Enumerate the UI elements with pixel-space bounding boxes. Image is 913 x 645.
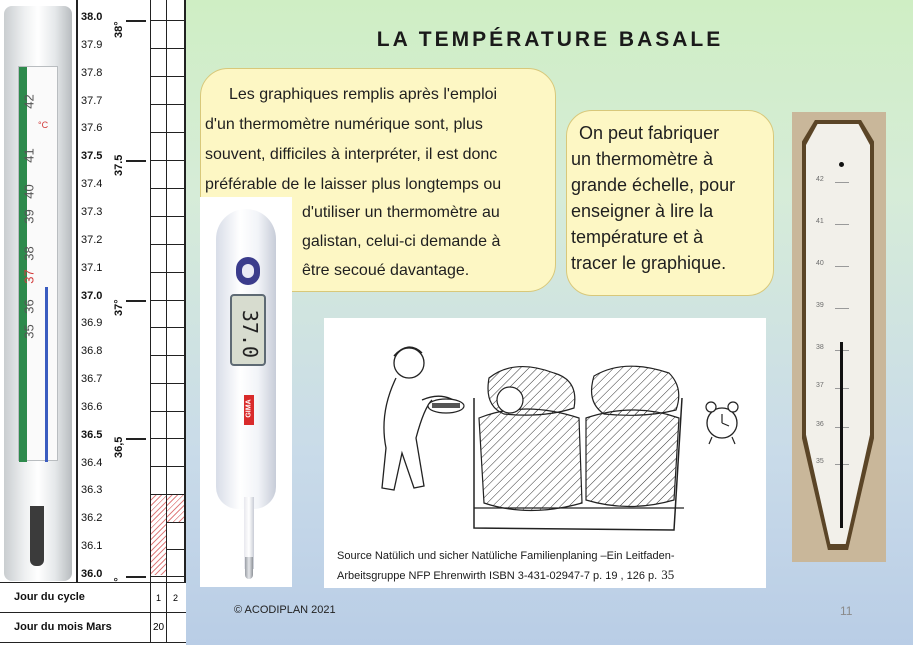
degree-label: 37° <box>113 299 125 316</box>
text-line: préférable de le laisser plus longtemps ou <box>205 176 502 193</box>
major-tick <box>126 438 146 440</box>
hatched-cell <box>167 495 184 522</box>
text-line: d'un thermomètre numérique sont, plus <box>205 116 483 133</box>
grid-line <box>150 466 184 467</box>
tick-label: 36.5 <box>81 429 103 441</box>
thermometer-number: 35 <box>21 324 37 339</box>
temperature-chart <box>0 0 186 645</box>
wooden-thermometer-photo <box>792 112 886 562</box>
month-day-label: Jour du mois Mars <box>14 621 112 633</box>
text-line: enseigner à lire la <box>571 201 714 221</box>
grid-line <box>150 20 184 21</box>
grid-line <box>150 355 184 356</box>
grid-line <box>150 48 184 49</box>
grid-line <box>150 104 184 105</box>
text-line: être secoué davantage. <box>302 262 470 279</box>
grid-line <box>150 327 184 328</box>
wood-scale-number: 39 <box>816 302 824 309</box>
grid-line <box>150 188 184 189</box>
major-tick <box>126 300 146 302</box>
text-line: grande échelle, pour <box>571 175 736 195</box>
thermometer-number: 37 <box>21 269 37 284</box>
wood-tick <box>835 224 849 225</box>
wood-scale-number: 41 <box>816 218 824 225</box>
tick-label: 36.1 <box>81 540 103 552</box>
thermometer-probe-tip <box>245 557 253 579</box>
tick-label: 36.0 <box>81 568 103 580</box>
degree-label: 37.5 <box>113 154 125 176</box>
cycle-day-cell[interactable]: 2 <box>166 583 184 613</box>
wood-tick <box>835 266 849 267</box>
tick-label: 37.9 <box>81 39 103 51</box>
hatched-cell <box>151 495 166 575</box>
digital-thermometer-photo <box>200 197 292 587</box>
grid-line <box>150 160 184 161</box>
text-line: tracer le graphique. <box>571 253 727 273</box>
digital-thermometer-body <box>216 209 276 509</box>
wood-scale-number: 35 <box>816 458 824 465</box>
thermometer-number: 42 <box>21 94 37 109</box>
thermometer-mercury-column <box>45 287 48 462</box>
glass-thermometer-photo <box>4 6 72 581</box>
thermometer-number: 38 <box>21 246 37 261</box>
wood-scale-number: 37 <box>816 382 824 389</box>
wood-scale-number: 40 <box>816 260 824 267</box>
source-page-ref: 35 <box>661 567 675 582</box>
text-line: un thermomètre à <box>571 149 714 169</box>
tick-label: 36.3 <box>81 484 103 496</box>
tick-label: 36.9 <box>81 317 103 329</box>
source-citation: Source Natülich und sicher Natüliche Familienplaning –Ein Leitfaden- <box>337 550 675 562</box>
thermometer-bulb <box>30 506 44 566</box>
thermometer-top-dot <box>839 162 844 167</box>
wood-tick <box>835 182 849 183</box>
source-citation: Arbeitsgruppe NFP Ehrenwirth ISBN 3-431-02947-7 p. 19 , 126 p. 35 <box>337 567 675 582</box>
cartoon-illustration <box>324 318 766 588</box>
tick-label: 36.6 <box>81 401 103 413</box>
wood-scale-number: 38 <box>816 344 824 351</box>
thermometer-display <box>230 294 266 366</box>
tick-label: 37.4 <box>81 178 103 190</box>
copyright-text: © ACODIPLAN 2021 <box>234 604 336 616</box>
major-tick <box>126 576 146 578</box>
page-number: 11 <box>840 604 853 618</box>
grid-line <box>150 244 184 245</box>
day-table <box>0 582 186 645</box>
info-text-box-right <box>566 110 774 296</box>
cartoon-drawing <box>324 318 766 543</box>
text-line: galistan, celui-ci demande à <box>302 233 501 250</box>
major-tick <box>126 160 146 162</box>
cycle-day-label: Jour du cycle <box>14 591 85 603</box>
tick-label: 36.7 <box>81 373 103 385</box>
month-day-row <box>0 613 186 643</box>
cycle-day-row <box>0 583 186 613</box>
thermometer-number: 41 <box>21 148 37 163</box>
month-day-cell[interactable]: 20 <box>150 613 166 643</box>
power-button-icon <box>236 257 260 285</box>
degree-label: 38° <box>113 21 125 38</box>
text-line: d'utiliser un thermomètre au <box>302 204 500 221</box>
tick-label: 37.2 <box>81 234 103 246</box>
major-tick <box>126 20 146 22</box>
grid-line <box>150 438 184 439</box>
wooden-thermometer-column <box>840 342 843 528</box>
wood-scale-number: 42 <box>816 176 824 183</box>
tick-label: 37.7 <box>81 95 103 107</box>
brand-label: GIMA <box>244 395 254 425</box>
wood-tick <box>835 308 849 309</box>
cycle-day-cell[interactable]: 1 <box>150 583 166 613</box>
tick-label: 37.6 <box>81 122 103 134</box>
grid-line <box>150 411 184 412</box>
thermometer-number: 36 <box>21 299 37 314</box>
slide-title: LA TEMPÉRATURE BASALE <box>376 28 724 51</box>
tick-label: 37.1 <box>81 262 103 274</box>
thermometer-unit: °C <box>38 120 49 130</box>
grid-line <box>150 383 184 384</box>
grid-line <box>150 216 184 217</box>
text-line: souvent, difficiles à interpréter, il est donc <box>205 146 498 163</box>
grid-line <box>150 576 184 577</box>
tick-label: 36.8 <box>81 345 103 357</box>
tick-label: 37.0 <box>81 290 103 302</box>
tick-label: 36.4 <box>81 457 103 469</box>
grid-line <box>150 272 184 273</box>
grid-line <box>150 300 184 301</box>
month-day-cell[interactable] <box>166 613 184 643</box>
tick-label: 37.5 <box>81 150 103 162</box>
chart-axis-line <box>76 0 78 645</box>
grid-line <box>150 132 184 133</box>
tick-label: 36.2 <box>81 512 103 524</box>
thermometer-reading: 37.0 <box>238 309 262 359</box>
degree-label: 36,5 <box>113 436 125 458</box>
text-line: On peut fabriquer <box>579 123 720 143</box>
thermometer-number: 39 <box>21 209 37 224</box>
text-line: température et à <box>571 227 704 247</box>
tick-label: 37.3 <box>81 206 103 218</box>
wood-scale-number: 36 <box>816 421 824 428</box>
thermometer-number: 40 <box>21 184 37 199</box>
text-line: Les graphiques remplis après l'emploi <box>229 86 498 103</box>
tick-label: 37.8 <box>81 67 103 79</box>
grid-line <box>150 76 184 77</box>
tick-label: 38.0 <box>81 11 103 23</box>
